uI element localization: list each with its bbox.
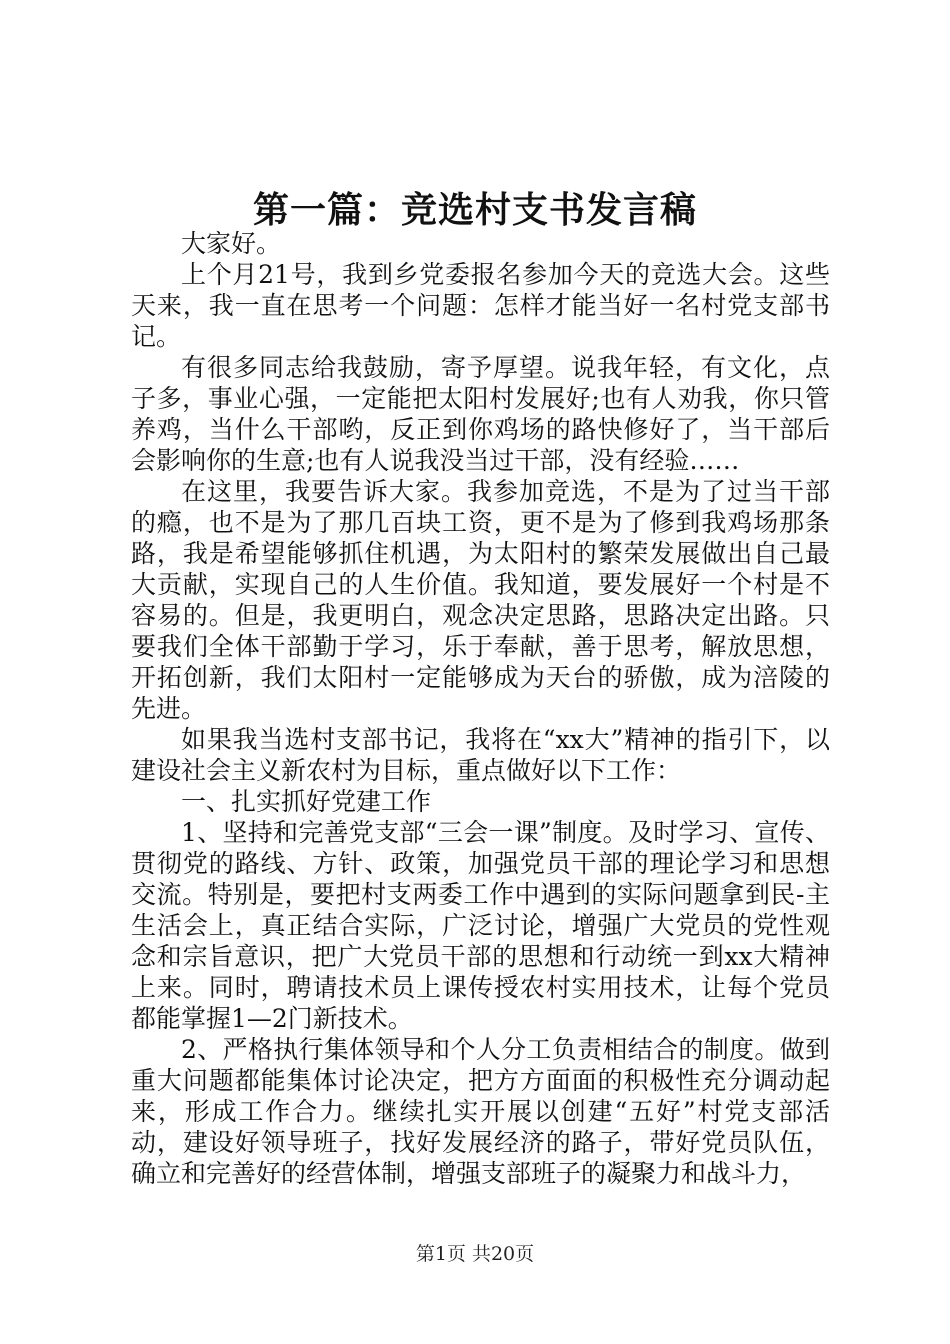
document-body <box>131 228 830 1189</box>
paragraph-plan-intro: 如果我当选村支部书记，我将在“xx大”精神的指引下，以建设社会主义新农村为目标，重点做好以下工作： <box>131 725 830 785</box>
document-title: 第一篇：竞选村支书发言稿 <box>252 189 697 231</box>
paragraph-item-2: 2、严格执行集体领导和个人分工负责相结合的制度。做到重大问题都能集体讨论决定，把方方面面的积极性充分调动起来，形成工作合力。继续扎实开展以创建“五好”村党支部活动，建设好领导班子，找好发展经济的路子，带好党员队伍，确立和完善好的经营体制，增强支部班子的凝聚力和战斗力， <box>131 1035 830 1188</box>
section-heading-party-building: 一、扎实抓好党建工作 <box>181 787 432 816</box>
paragraph-item-1: 1、坚持和完善党支部“三会一课”制度。及时学习、宣传、贯彻党的路线、方针、政策，加强党员干部的理论学习和思想交流。特别是，要把村支两委工作中遇到的实际问题拿到民-主生活会上，真正结合实际，广泛讨论，增强广大党员的党性观念和宗旨意识，把广大党员干部的思想和行动统一到xx大精神上来。同时，聘请技术员上课传授农村实用技术，让每个党员都能掌握1—2门新技术。 <box>131 818 830 1033</box>
paragraph-encouragement: 有很多同志给我鼓励，寄予厚望。说我年轻，有文化，点子多，事业心强，一定能把太阳村发展好;也有人劝我，你只管养鸡，当什么干部哟，反正到你鸡场的路快修好了，当干部后会影响你的生意;也有人说我没当过干部，没有经验…… <box>131 353 830 475</box>
page-footer: 第1页 共20页 <box>415 1243 535 1265</box>
paragraph-motivation: 在这里，我要告诉大家。我参加竞选，不是为了过当干部的瘾，也不是为了那几百块工资，更不是为了修到我鸡场那条路，我是希望能够抓住机遇，为太阳村的繁荣发展做出自己最大贡献，实现自己的人生价值。我知道，要发展好一个村是不容易的。但是，我更明白，观念决定思路，思路决定出路。只要我们全体干部勤于学习，乐于奉献，善于思考，解放思想，开拓创新，我们太阳村一定能够成为天台的骄傲，成为涪陵的先进。 <box>131 477 830 723</box>
paragraph-greeting: 大家好。 <box>181 229 282 258</box>
paragraph-intro: 上个月21号，我到乡党委报名参加今天的竞选大会。这些天来，我一直在思考一个问题：怎样才能当好一名村党支部书记。 <box>131 260 830 351</box>
